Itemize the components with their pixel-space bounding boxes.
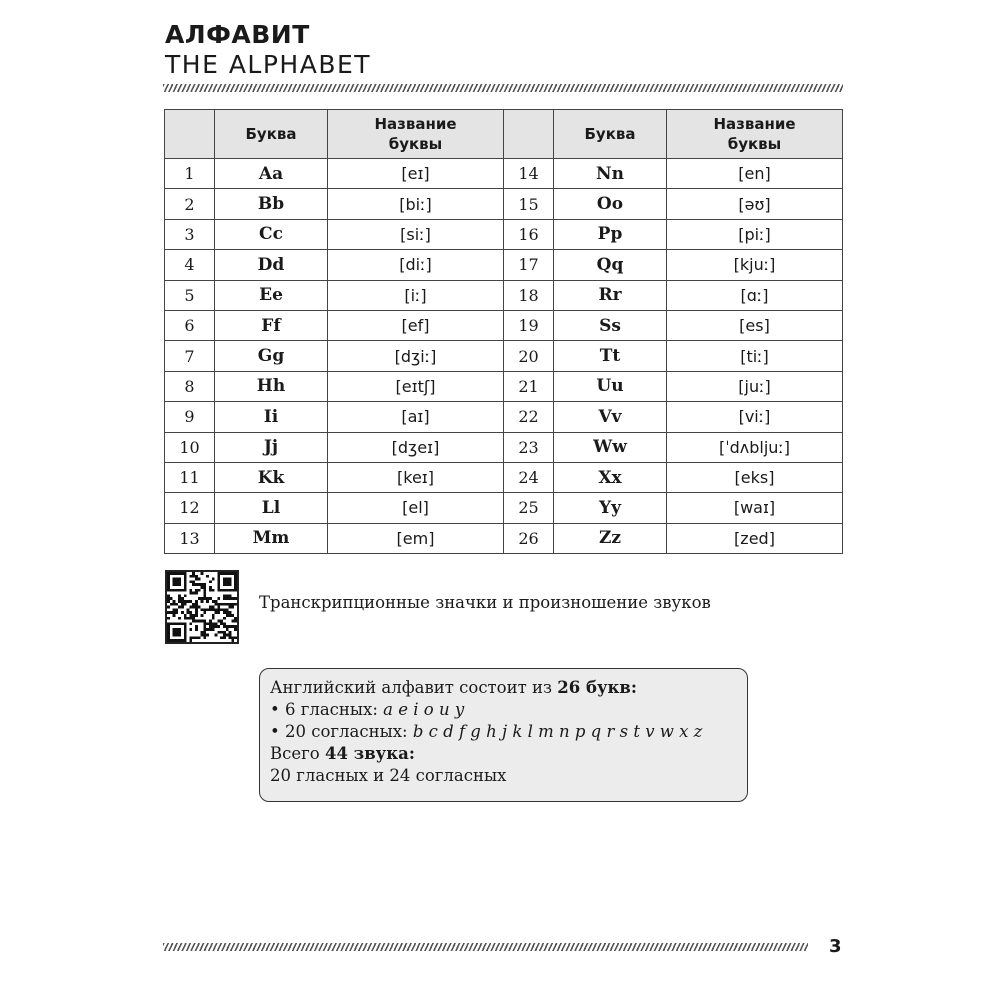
row-number-cell: 12 xyxy=(165,493,215,523)
letter-name-cell: [iː] xyxy=(328,280,504,310)
info-italic: a e i o u y xyxy=(383,700,465,719)
row-number-cell: 7 xyxy=(165,341,215,371)
row-number-cell: 4 xyxy=(165,250,215,280)
letter-cell: Oo xyxy=(554,189,667,219)
table-row xyxy=(165,402,843,432)
table-row xyxy=(165,310,843,340)
page-number: 3 xyxy=(829,936,842,957)
letter-name-cell: [es] xyxy=(667,310,843,340)
letter-cell: Cc xyxy=(215,219,328,249)
letter-cell: Jj xyxy=(215,432,328,462)
table-row xyxy=(165,189,843,219)
table-row xyxy=(165,159,843,189)
letter-name-cell: [piː] xyxy=(667,219,843,249)
info-bold: 44 звука: xyxy=(324,744,415,763)
letter-cell: Kk xyxy=(215,462,328,492)
letter-cell: Pp xyxy=(554,219,667,249)
qr-caption: Транскрипционные значки и произношение звуков xyxy=(259,593,711,612)
row-number-cell: 10 xyxy=(165,432,215,462)
letter-cell: Uu xyxy=(554,371,667,401)
letter-cell: Ff xyxy=(215,310,328,340)
letter-cell: Tt xyxy=(554,341,667,371)
letter-cell: Bb xyxy=(215,189,328,219)
letter-name-cell: [eks] xyxy=(667,462,843,492)
letter-name-cell: [siː] xyxy=(328,219,504,249)
info-line-sounds-count xyxy=(270,743,737,765)
letter-cell: Nn xyxy=(554,159,667,189)
letter-name-cell: [el] xyxy=(328,493,504,523)
letter-name-cell: [tiː] xyxy=(667,341,843,371)
table-row xyxy=(165,280,843,310)
footer-divider xyxy=(163,943,808,951)
row-number-cell: 21 xyxy=(504,371,554,401)
header-divider xyxy=(163,84,843,92)
letter-name-cell: [zed] xyxy=(667,523,843,553)
row-number-cell: 9 xyxy=(165,402,215,432)
header-cell-number xyxy=(504,110,554,159)
row-number-cell: 11 xyxy=(165,462,215,492)
letter-name-cell: [eɪ] xyxy=(328,159,504,189)
table-row xyxy=(165,371,843,401)
header-cell-letter-name xyxy=(328,110,504,159)
row-number-cell: 22 xyxy=(504,402,554,432)
header-cell-letter: Буква xyxy=(215,110,328,159)
letter-cell: Ww xyxy=(554,432,667,462)
letter-name-cell: [dʒiː] xyxy=(328,341,504,371)
row-number-cell: 18 xyxy=(504,280,554,310)
info-italic: b c d f g h j k l m n p q r s t v w x z xyxy=(412,722,703,741)
info-bold: 26 букв: xyxy=(557,678,637,697)
row-number-cell: 19 xyxy=(504,310,554,340)
table-row xyxy=(165,462,843,492)
row-number-cell: 14 xyxy=(504,159,554,189)
info-text: • 6 гласных: xyxy=(270,700,384,719)
row-number-cell: 2 xyxy=(165,189,215,219)
qr-code[interactable] xyxy=(165,570,239,644)
letter-cell: Mm xyxy=(215,523,328,553)
header-cell-letter: Буква xyxy=(554,110,667,159)
letter-name-cell: [aɪ] xyxy=(328,402,504,432)
letter-cell: Rr xyxy=(554,280,667,310)
letter-name-cell: [biː] xyxy=(328,189,504,219)
letter-cell: Dd xyxy=(215,250,328,280)
row-number-cell: 13 xyxy=(165,523,215,553)
letter-name-cell: [dʒeɪ] xyxy=(328,432,504,462)
info-line-vowels xyxy=(270,699,737,721)
letter-cell: Yy xyxy=(554,493,667,523)
header-cell-letter-name-text: Название буквы xyxy=(713,115,796,153)
letter-cell: Hh xyxy=(215,371,328,401)
header-cell-letter-name xyxy=(667,110,843,159)
header-cell-letter-name-text: Название буквы xyxy=(374,115,457,153)
letter-cell: Vv xyxy=(554,402,667,432)
alphabet-info-box xyxy=(259,668,748,802)
letter-cell: Gg xyxy=(215,341,328,371)
letter-name-cell: [keɪ] xyxy=(328,462,504,492)
letter-name-cell: [ɑː] xyxy=(667,280,843,310)
letter-cell: Zz xyxy=(554,523,667,553)
letter-name-cell: [waɪ] xyxy=(667,493,843,523)
letter-cell: Ii xyxy=(215,402,328,432)
info-line-consonants xyxy=(270,721,737,743)
row-number-cell: 26 xyxy=(504,523,554,553)
letter-cell: Qq xyxy=(554,250,667,280)
letter-name-cell: [ef] xyxy=(328,310,504,340)
row-number-cell: 6 xyxy=(165,310,215,340)
table-row xyxy=(165,523,843,553)
page-subtitle: THE ALPHABET xyxy=(165,50,372,79)
letter-cell: Ee xyxy=(215,280,328,310)
row-number-cell: 15 xyxy=(504,189,554,219)
letter-name-cell: [em] xyxy=(328,523,504,553)
alphabet-table xyxy=(164,109,843,554)
letter-name-cell: [viː] xyxy=(667,402,843,432)
row-number-cell: 5 xyxy=(165,280,215,310)
letter-cell: Ll xyxy=(215,493,328,523)
letter-name-cell: [juː] xyxy=(667,371,843,401)
letter-name-cell: [kjuː] xyxy=(667,250,843,280)
letter-name-cell: [en] xyxy=(667,159,843,189)
row-number-cell: 25 xyxy=(504,493,554,523)
letter-cell: Xx xyxy=(554,462,667,492)
row-number-cell: 20 xyxy=(504,341,554,371)
row-number-cell: 23 xyxy=(504,432,554,462)
row-number-cell: 16 xyxy=(504,219,554,249)
letter-name-cell: [eɪtʃ] xyxy=(328,371,504,401)
page-title: АЛФАВИТ xyxy=(165,20,310,49)
info-text: Английский алфавит состоит из xyxy=(270,678,558,697)
info-text: • 20 согласных: xyxy=(270,722,413,741)
table-row xyxy=(165,219,843,249)
row-number-cell: 1 xyxy=(165,159,215,189)
info-text: Всего xyxy=(270,744,325,763)
letter-cell: Ss xyxy=(554,310,667,340)
table-row xyxy=(165,493,843,523)
header-cell-number xyxy=(165,110,215,159)
table-row xyxy=(165,250,843,280)
table-row xyxy=(165,341,843,371)
letter-name-cell: [ˈdʌbljuː] xyxy=(667,432,843,462)
row-number-cell: 3 xyxy=(165,219,215,249)
table-header-row xyxy=(165,110,843,159)
letter-name-cell: [əʊ] xyxy=(667,189,843,219)
row-number-cell: 24 xyxy=(504,462,554,492)
row-number-cell: 17 xyxy=(504,250,554,280)
info-line-letters-count xyxy=(270,677,737,699)
row-number-cell: 8 xyxy=(165,371,215,401)
info-line-sounds-split: 20 гласных и 24 согласных xyxy=(270,766,507,785)
letter-name-cell: [diː] xyxy=(328,250,504,280)
table-row xyxy=(165,432,843,462)
letter-cell: Aa xyxy=(215,159,328,189)
